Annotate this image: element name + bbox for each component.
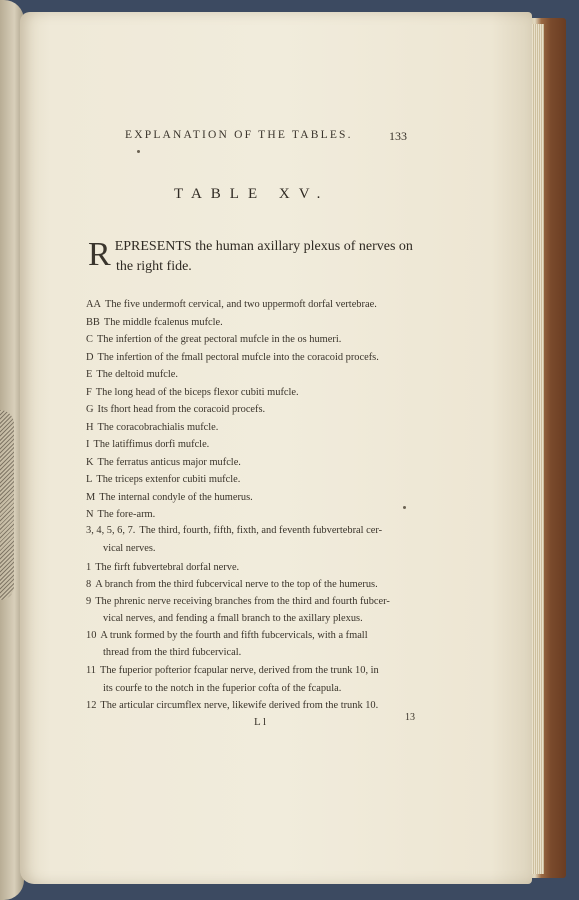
legend-continuation: its courfe to the notch in the fuperior cofta of the fcapula. [103,683,342,694]
intro-line-1: EPRESENTS the human axillary plexus of nerves on [114,239,413,254]
legend-entry [86,457,241,468]
legend-key: F [86,386,92,398]
legend-key: M [86,491,96,503]
legend-text: The fore-arm. [97,509,156,520]
legend-entry [86,700,378,711]
legend-entry [86,562,239,573]
legend-text: The middle fcalenus mufcle. [103,316,223,328]
legend-key: H [86,421,94,433]
legend-key: 8 [86,579,92,590]
page-stack [530,24,544,874]
legend-entry [86,579,378,590]
signature-mark: L l [254,716,267,728]
legend-text: The fuperior pofterior fcapular nerve, derived from the trunk 10, in [100,665,379,676]
legend-text: The phrenic nerve receiving branches from the third and fourth fubcer- [95,596,390,607]
catchword: 13 [405,712,415,723]
legend-entry [86,299,377,310]
legend-continuation: vical nerves, and fending a fmall branch to the axillary plexus. [103,613,363,624]
facing-page-engraving [0,410,14,600]
legend-key: 11 [86,665,97,676]
legend-entry [86,334,341,345]
legend-text: The infertion of the great pectoral mufcle in the os humeri. [96,334,342,345]
legend-text: The third, fourth, fifth, fixth, and feventh fubvertebral cer- [139,525,383,536]
legend-text: The latiffimus dorfi mufcle. [93,439,210,450]
legend-text: A trunk formed by the fourth and fifth fubcervicals, with a fmall [100,630,368,641]
legend-entry [86,509,155,520]
legend-text: The infertion of the fmall pectoral mufcle into the coracoid procefs. [97,351,379,363]
legend-text: The coracobrachialis mufcle. [97,421,219,433]
legend-text: The firft fubvertebral dorfal nerve. [95,562,240,573]
legend-text: The ferratus anticus major mufcle. [97,456,241,468]
intro-paragraph [88,236,428,278]
intro-line-2: the right fide. [116,259,192,274]
legend-text: The internal condyle of the humerus. [99,491,253,503]
legend-entry [86,317,223,328]
legend-key: D [86,351,94,363]
paper-speck [403,506,406,509]
legend-key: 12 [86,700,97,711]
legend-key: 9 [86,596,92,607]
legend-key: N [86,509,94,520]
legend-text: The triceps extenfor cubiti mufcle. [96,474,241,485]
legend-text: Its fhort head from the coracoid procefs. [97,404,266,415]
legend-key: E [86,369,93,380]
legend-entry [86,352,379,363]
legend-text: The five undermoft cervical, and two uppermoft dorfal vertebrae. [105,299,377,310]
legend-text: A branch from the third fubcervical nerve to the top of the humerus. [95,579,378,590]
legend-entry [86,369,178,380]
page-number: 133 [389,129,407,143]
legend-entry [86,525,382,536]
legend-key: AA [86,299,102,310]
drop-cap: R [88,236,111,273]
legend-text: The long head of the biceps flexor cubiti mufcle. [95,386,299,398]
legend-entry [86,596,390,607]
legend-entry [86,665,379,676]
legend-continuation: vical nerves. [103,543,156,554]
legend-key: 3, 4, 5, 6, 7. [86,525,136,536]
legend-key: 1 [86,562,92,573]
legend-entry [86,474,240,485]
legend-entry [86,630,368,641]
legend-key: C [86,334,93,345]
running-head: EXPLANATION OF THE TABLES. [125,129,353,141]
legend-text: The deltoid mufcle. [96,369,179,380]
legend-key: G [86,404,94,415]
legend-entry [86,422,218,433]
legend-key: BB [86,316,100,328]
legend-key: K [86,456,94,468]
legend-text: The articular circumflex nerve, likewife derived from the trunk 10. [100,700,379,711]
legend-continuation: thread from the third fubcervical. [103,647,242,658]
paper-speck [137,150,140,153]
legend-entry [86,492,253,503]
legend-entry [86,404,265,415]
legend-entry [86,387,299,398]
table-title: TABLE XV. [174,186,330,202]
legend-key: I [86,439,90,450]
legend-key: 10 [86,630,97,641]
legend-entry [86,439,209,450]
legend-key: L [86,474,93,485]
